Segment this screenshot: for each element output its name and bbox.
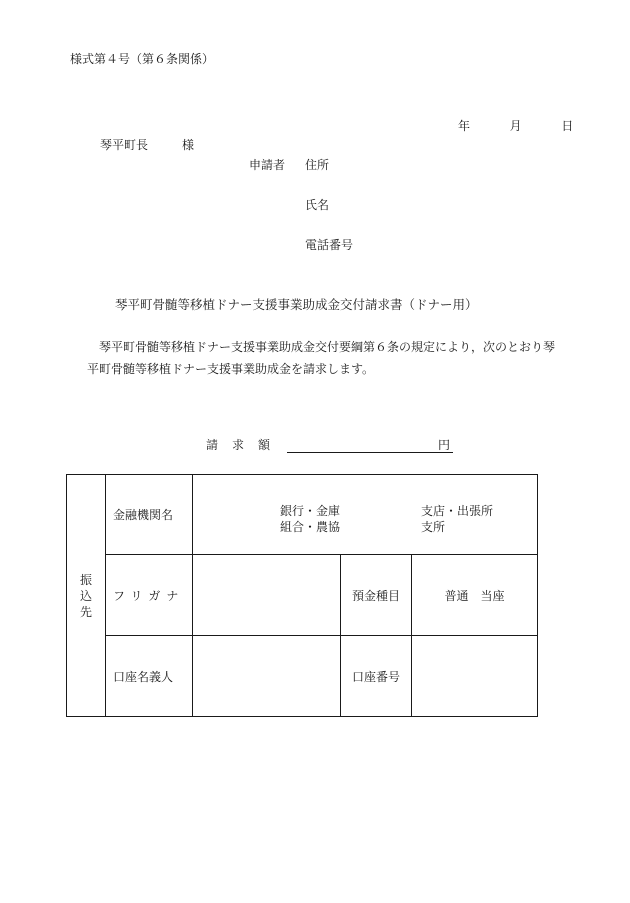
date-fields (458, 120, 573, 132)
date-year-label: 年 (458, 119, 471, 133)
transfer-account-table (66, 474, 538, 717)
account-number-label: 口座番号 (341, 636, 412, 717)
transfer-header-cell (67, 475, 106, 717)
furigana-label: フリガナ (106, 555, 193, 636)
addressee-name: 琴平町長 (100, 138, 149, 152)
applicant-name-label: 氏名 (305, 198, 330, 212)
amount-unit: 円 (438, 438, 451, 452)
form-number-label: 様式第４号（第６条関係） (70, 52, 215, 66)
bank-type-line-2: 組合・農協 (280, 520, 341, 534)
applicant-address-label: 住所 (305, 158, 330, 172)
applicant-heading: 申請者 (249, 158, 286, 172)
bank-name-label: 金融機関名 (106, 475, 193, 555)
account-holder-field[interactable] (193, 636, 341, 717)
bank-type-options (280, 503, 340, 535)
bank-name-field[interactable] (193, 475, 538, 555)
amount-input-line[interactable] (287, 438, 453, 453)
applicant-phone-label: 電話番号 (305, 238, 354, 252)
date-month-label: 月 (509, 119, 522, 133)
deposit-type-options[interactable]: 普通 当座 (412, 555, 538, 636)
transfer-header: 振込先 (79, 572, 92, 619)
furigana-field[interactable] (193, 555, 341, 636)
deposit-type-label: 預金種目 (341, 555, 412, 636)
branch-type-line-1: 支店・出張所 (421, 504, 494, 518)
date-day-label: 日 (561, 119, 574, 133)
account-number-field[interactable] (412, 636, 538, 717)
branch-type-options (421, 503, 493, 535)
account-holder-label: 口座名義人 (106, 636, 193, 717)
request-statement: 琴平町骨髄等移植ドナー支援事業助成金交付要綱第６条の規定により，次のとおり琴平町骨髄等移植ドナー支援事業助成金を請求します。 (87, 340, 556, 376)
addressee (100, 139, 194, 151)
bank-type-line-1: 銀行・金庫 (280, 504, 341, 518)
amount-label: 請求額 (206, 438, 285, 452)
document-title: 琴平町骨髄等移植ドナー支援事業助成金交付請求書（ドナー用） (115, 297, 478, 312)
branch-type-line-2: 支所 (421, 520, 446, 534)
addressee-honorific: 様 (182, 138, 195, 152)
